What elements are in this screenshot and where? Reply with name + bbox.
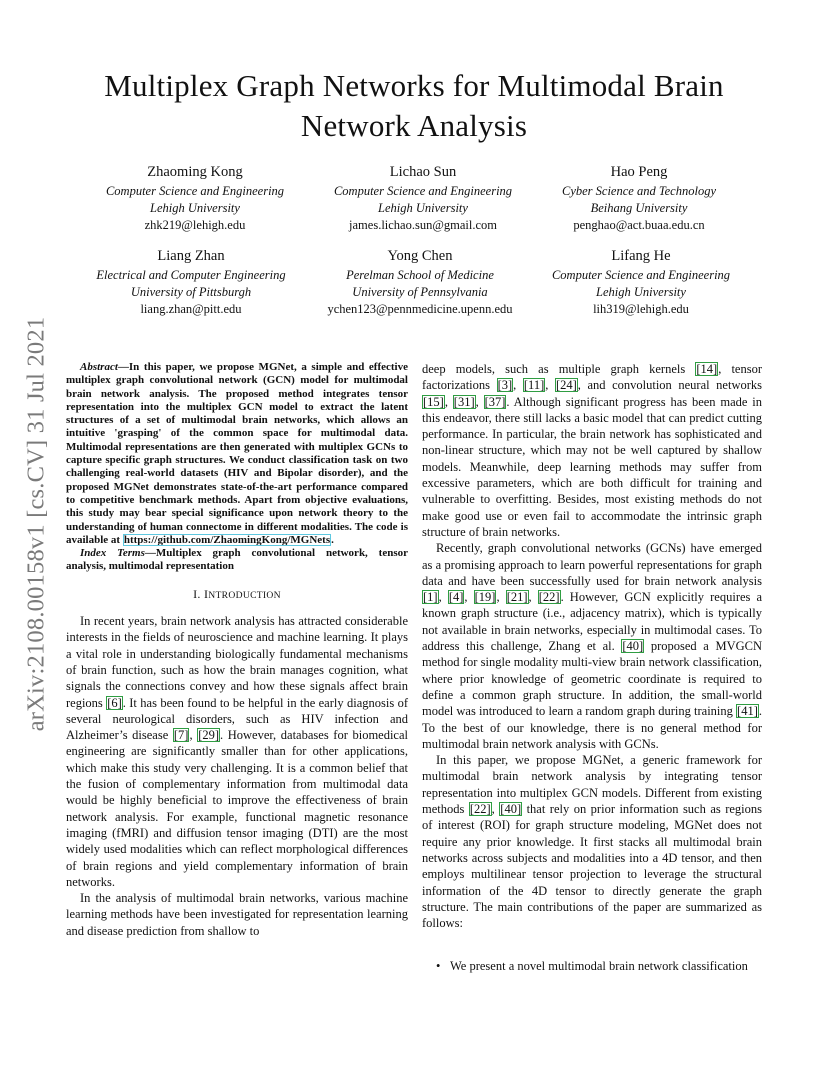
author-university: Lehigh University <box>596 285 686 299</box>
text-run: , <box>545 378 555 393</box>
author-department: Computer Science and Engineering <box>105 184 285 198</box>
citation-link[interactable]: [40] <box>622 639 644 654</box>
text-run: , and convolution neural networks <box>577 378 763 393</box>
abstract-end: . <box>331 533 334 546</box>
text-run: . However, GCN explicitly requires a known graph structure (i.e., adjacency matrix), which is typically not available in brain networks, especially in multimodal cases. To address this challenge, Zhang et al. <box>422 590 763 654</box>
author-block <box>70 163 320 234</box>
text-run: , <box>513 378 523 393</box>
citation-link[interactable]: [21] <box>506 590 528 605</box>
author-name: Liang Zhan <box>157 248 225 264</box>
author-name: Lifang He <box>611 248 671 264</box>
section-rest: NTRODUCTION <box>208 589 281 601</box>
text-run: . However, databases for biomedical engineering are significantly smaller than for other applications, which make this study very challenging. It is a common belief that the fusion of complementary information from multimodal data would be highly beneficial to improve the effectiveness of brain network analysis. For example, functional magnetic resonance imaging (fMRI) and diffusion tensor imaging (DTI) are the most widely used modalities which can reflect morphological differences of brain regions and yield complementary information of brain networks. <box>66 728 409 889</box>
citation-link[interactable]: [24] <box>555 378 577 393</box>
citation-link[interactable]: [6] <box>107 695 122 710</box>
title-line-1: Multiplex Graph Networks for Multimodal Brain <box>104 68 724 103</box>
citation-link[interactable]: [15] <box>423 394 444 409</box>
text-run: , tensor factorizations <box>422 362 762 393</box>
citation-link[interactable]: [3] <box>497 378 513 393</box>
citation-link[interactable]: [22] <box>469 802 491 817</box>
citation-link[interactable]: [29] <box>198 728 220 743</box>
author-email: lih319@lehigh.edu <box>593 302 689 316</box>
bullet-marker: • <box>436 959 441 973</box>
author-name: Lichao Sun <box>389 164 457 180</box>
section-numeral: I. <box>193 586 204 601</box>
author-email: james.lichao.sun@gmail.com <box>349 218 497 232</box>
text-run: proposed a MVGCN method for single modality multi-view brain network classification, where prior knowledge of geometric coordinate is required to define a common graph structure. In addition, the small-world model was introduced to learn a random graph during training <box>422 639 762 719</box>
text-run: . To the best of our knowledge, there is no general method for multimodal brain network analysis with GCNs. <box>422 704 762 751</box>
abstract-text: —In this paper, we propose MGNet, a simple and effective multiplex graph convolutional network (GCN) model for multimodal brain network analysis. The proposed method integrates tensor representation into the multiplex GCN model to extract the latent structures of a set of multimodal brain networks, which allows an intuitive 'grasping' of the common space for multimodal data. Multimodal representations are then generated with multiplex GCNs to capture specific graph structures. We conduct classification task on two challenging real-world datasets (HIV and Bipolar disorder), and the proposed MGNet demonstrates state-of-the-art performance compared to competitive benchmark methods. Apart from objective evaluations, this study may bear special significance upon network theory to the understanding of human connectome in different modalities. The code is available at <box>66 361 408 546</box>
text-run: , <box>444 394 453 409</box>
citation-link[interactable]: [11] <box>523 378 545 393</box>
author-email: penghao@act.buaa.edu.cn <box>573 218 705 232</box>
text-run: , <box>189 728 198 743</box>
intro-paragraph-4 <box>422 752 762 931</box>
title-line-2: Network Analysis <box>300 108 528 143</box>
author-university: Lehigh University <box>378 201 468 215</box>
text-run: . It has been found to be helpful in the early diagnosis of several neurological disorders, such as HIV infection and Alzheimer’s disease <box>66 695 408 743</box>
text-run: , <box>528 590 538 605</box>
citation-link[interactable]: [7] <box>173 728 189 743</box>
bullet-text: We present a novel multimodal brain network classification <box>450 959 748 973</box>
author-name: Hao Peng <box>610 164 668 180</box>
text-run: Recently, graph convolutional networks (GCNs) have emerged as a promising approach to learn powerful representations for graph data and have been successfully used for brain network analysis <box>422 541 762 588</box>
right-column <box>422 361 762 931</box>
left-column <box>66 361 408 939</box>
text-run: , <box>438 590 448 605</box>
index-terms <box>66 547 408 574</box>
author-department: Computer Science and Engineering <box>333 184 513 198</box>
author-email: ychen123@pennmedicine.upenn.edu <box>327 302 513 316</box>
author-department: Perelman School of Medicine <box>346 268 494 282</box>
index-terms-text: —Multiplex graph convolutional network, tensor analysis, multimodal representation <box>66 547 408 573</box>
citation-link[interactable]: [19] <box>474 590 496 605</box>
citation-link[interactable]: [37] <box>484 394 506 409</box>
code-repository-link[interactable]: https://github.com/ZhaomingKong/MGNets <box>123 533 331 546</box>
citation-link[interactable]: [40] <box>500 802 522 817</box>
author-name: Zhaoming Kong <box>147 164 243 180</box>
intro-paragraph-2: In the analysis of multimodal brain networks, various machine learning methods have been investigated for representation learning and disease prediction from shallow to <box>66 891 408 938</box>
text-run: In this paper, we propose MGNet, a generic framework for multimodal brain network analysis by integrating tensor representation into multiplex GCN models. Different from existing methods <box>422 753 762 817</box>
author-university: Lehigh University <box>150 201 240 215</box>
text-run: deep models, such as multiple graph kernels <box>422 362 696 376</box>
author-email: zhk219@lehigh.edu <box>144 218 246 232</box>
author-block <box>514 163 764 234</box>
citation-link[interactable]: [41] <box>737 704 758 719</box>
author-department: Cyber Science and Technology <box>561 184 716 198</box>
abstract-label: Abstract <box>80 361 118 373</box>
author-block <box>516 247 766 318</box>
index-terms-label: Index Terms <box>80 547 145 560</box>
intro-paragraph-3 <box>422 540 762 752</box>
citation-link[interactable]: [1] <box>423 590 438 605</box>
paper-title <box>60 66 768 146</box>
text-run: In recent years, brain network analysis has attracted considerable interests in the fields of neuroscience and machine learning. It plays a vital role in understanding biologically fundamental mechanisms of brain function, such as how the brain manages cognition, what signals the connections convey and how these signals affect brain regions <box>66 614 408 710</box>
citation-link[interactable]: [22] <box>538 590 560 605</box>
text-run: , <box>491 802 500 817</box>
author-department: Electrical and Computer Engineering <box>96 268 286 282</box>
author-block <box>298 163 548 234</box>
citation-link[interactable]: [31] <box>453 394 475 409</box>
author-university: University of Pennsylvania <box>352 285 488 299</box>
author-name: Yong Chen <box>387 248 453 264</box>
text-run: , <box>475 394 484 409</box>
text-run: , <box>464 590 474 605</box>
arxiv-identifier <box>22 295 50 753</box>
text-run: , <box>496 590 506 605</box>
intro-paragraph-2-continued <box>422 361 762 540</box>
citation-link[interactable]: [14] <box>696 362 718 376</box>
abstract <box>66 361 408 547</box>
intro-paragraph-1 <box>66 613 408 890</box>
author-block <box>66 247 316 318</box>
section-initial: I <box>204 586 209 601</box>
author-university: University of Pittsburgh <box>130 285 252 299</box>
author-department: Computer Science and Engineering <box>551 268 731 282</box>
text-run: that rely on prior information such as regions of interest (ROI) for graph structure modeling, MGNet does not require any prior knowledge. It first stacks all multimodal brain networks across subjects and modalities into a 4D tensor, and then employs multilinear tensor projection to leverage the structural information of the 4D tensor to directly generate the graph structure. The main contributions of the paper are summarized as follows: <box>422 802 763 931</box>
section-heading-introduction <box>66 586 408 604</box>
citation-link[interactable]: [4] <box>448 590 464 605</box>
arxiv-identifier-text: arXiv:2108.00158v1 [cs.CV] 31 Jul 2021 <box>22 316 50 732</box>
author-university: Beihang University <box>590 201 688 215</box>
author-email: liang.zhan@pitt.edu <box>140 302 242 316</box>
author-block <box>295 247 545 318</box>
text-run: . Although significant progress has been made in this endeavor, there still lacks a basic model that can predict cutting performance. In particular, the brain network has sophisticated and non-linear structure, which may not be well captured by shallow models. Meanwhile, deep learning methods may suffer from excessive parameters, which are both difficult for training and vulnerable to overfitting. Besides, most existing methods do not make good use or even fail to accommodate the intrinsic graph structure of brain networks. <box>422 394 763 539</box>
